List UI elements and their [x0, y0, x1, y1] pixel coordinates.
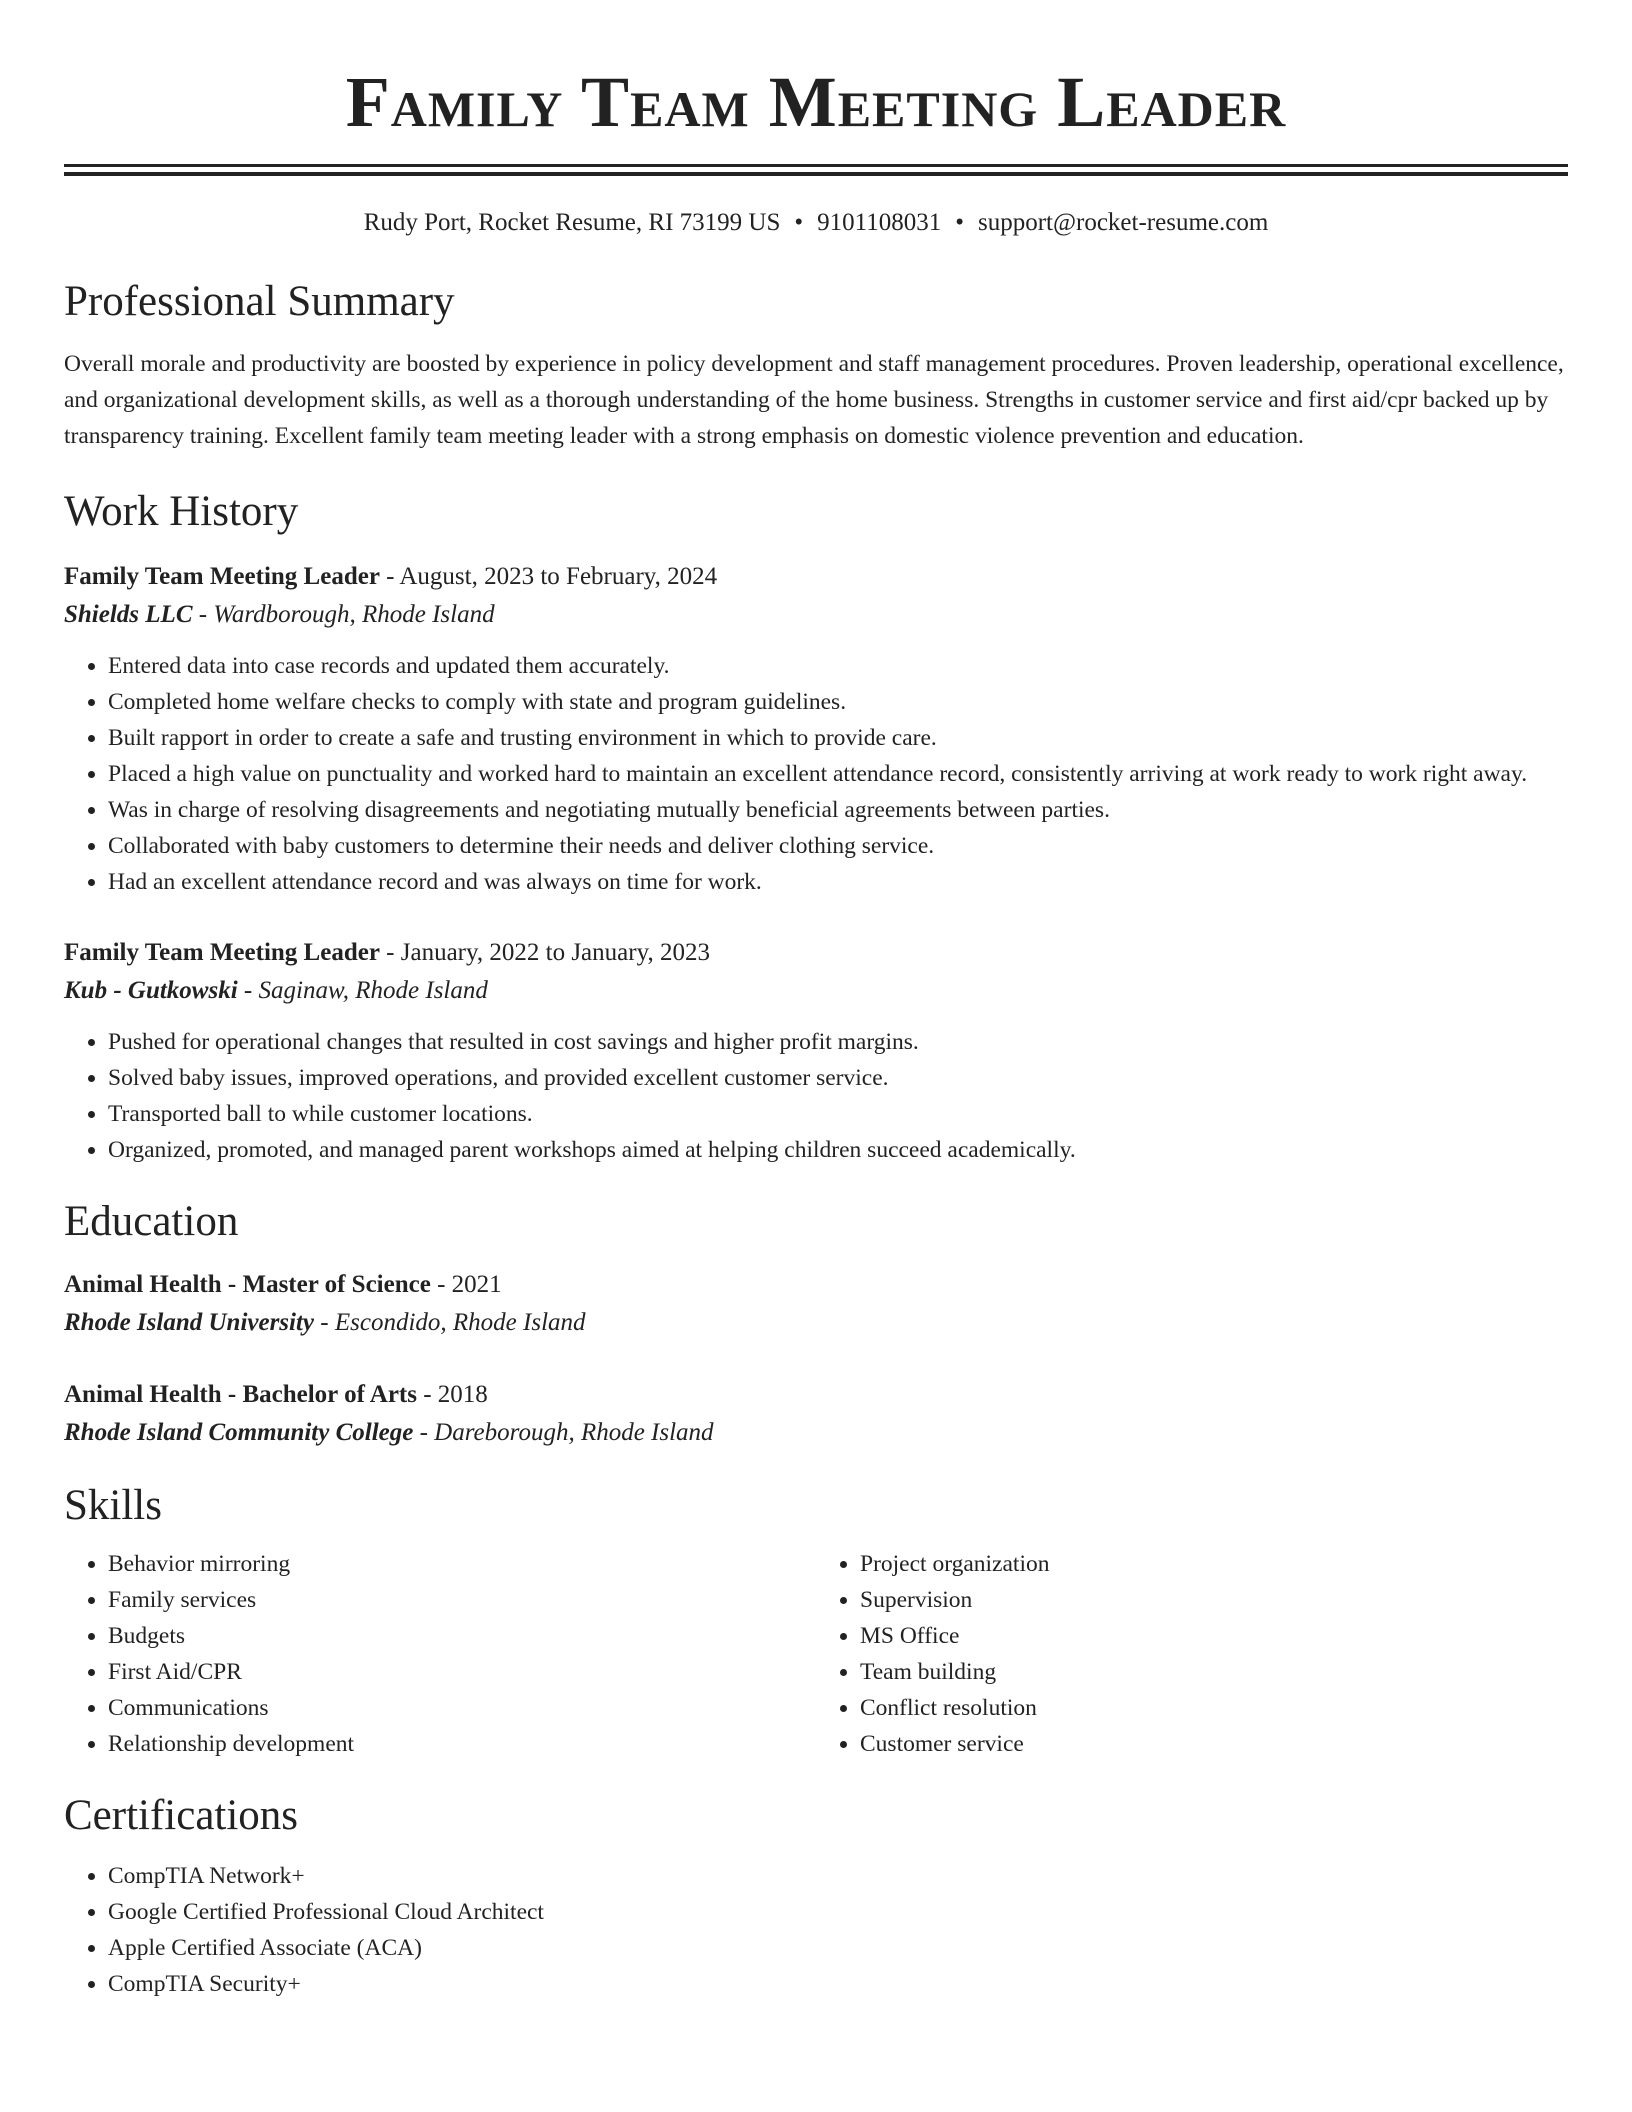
job-duty: • Transported ball to while customer locations. — [108, 1096, 1568, 1132]
resume-name: Family Team Meeting Leader — [345, 62, 1287, 142]
skill-item: • MS Office — [860, 1618, 1568, 1654]
skills-grid — [64, 1546, 1568, 1762]
skill-item: • Customer service — [860, 1726, 1568, 1762]
skill-item: • Family services — [108, 1582, 816, 1618]
job-location: - Wardborough, Rhode Island — [192, 601, 495, 628]
skill-item: • Relationship development — [108, 1726, 816, 1762]
job-heading — [64, 934, 1568, 972]
contact-email: support@rocket-resume.com — [977, 209, 1269, 236]
education-school: Rhode Island Community College — [64, 1419, 414, 1446]
job-company: Kub - Gutkowski — [64, 977, 238, 1004]
education-heading — [64, 1266, 1568, 1304]
skill-item: • First Aid/CPR — [108, 1654, 816, 1690]
skill-item: • Supervision — [860, 1582, 1568, 1618]
job-duty: • Organized, promoted, and managed parent workshops aimed at helping children succeed academically. — [108, 1132, 1568, 1168]
education-degree: Animal Health - Master of Science — [64, 1271, 431, 1298]
education-year: - 2018 — [416, 1381, 488, 1408]
certification-item: • CompTIA Network+ — [108, 1858, 1568, 1894]
education-location: - Escondido, Rhode Island — [314, 1309, 586, 1336]
job-dates: - January, 2022 to January, 2023 — [379, 939, 710, 966]
job-duty: • Collaborated with baby customers to determine their needs and deliver clothing service. — [108, 828, 1568, 864]
education-heading — [64, 1376, 1568, 1414]
section-title-work-history: Work History — [64, 488, 299, 535]
job-duties-list — [64, 648, 1568, 900]
skill-item: • Budgets — [108, 1618, 816, 1654]
summary-text: Overall morale and productivity are boosted by experience in policy development and staff management procedures. Proven leadership, operational excellence, and organizational development skills, as well as a thorough understanding of the home business. Strengths in customer service and first aid/cpr backed up by transparency training. Excellent family team meeting leader with a strong emphasis on domestic violence prevention and education. — [64, 351, 1564, 449]
certification-item: • Google Certified Professional Cloud Architect — [108, 1894, 1568, 1930]
education-school: Rhode Island University — [64, 1309, 315, 1336]
contact-line — [64, 206, 1568, 240]
education-degree: Animal Health - Bachelor of Arts — [64, 1381, 417, 1408]
skills-column-right — [816, 1546, 1568, 1762]
contact-address: Rudy Port, Rocket Resume, RI 73199 US — [363, 209, 781, 236]
job-duty: • Pushed for operational changes that resulted in cost savings and higher profit margins. — [108, 1024, 1568, 1060]
skill-item: • Behavior mirroring — [108, 1546, 816, 1582]
certification-item: • CompTIA Security+ — [108, 1966, 1568, 2002]
job-location: - Saginaw, Rhode Island — [237, 977, 488, 1004]
job-title: Family Team Meeting Leader — [64, 939, 380, 966]
education-institution — [64, 1304, 1568, 1342]
skill-item: • Communications — [108, 1690, 816, 1726]
contact-separator: • — [794, 209, 804, 236]
skills-column-left — [64, 1546, 816, 1762]
contact-separator: • — [955, 209, 964, 236]
education-entry — [64, 1376, 1568, 1452]
certifications-list — [64, 1858, 1568, 2002]
skill-item: • Project organization — [860, 1546, 1568, 1582]
education-year: - 2021 — [430, 1271, 502, 1298]
job-duty: • Placed a high value on punctuality and worked hard to maintain an excellent attendance record, consistently arriving at work ready to work right away. — [108, 756, 1568, 792]
job-duty: • Built rapport in order to create a safe and trusting environment in which to provide care. — [108, 720, 1568, 756]
job-duty: • Had an excellent attendance record and was always on time for work. — [108, 864, 1568, 900]
section-title-skills: Skills — [64, 1482, 162, 1529]
job-duty: • Completed home welfare checks to comply with state and program guidelines. — [108, 684, 1568, 720]
skill-item: • Team building — [860, 1654, 1568, 1690]
job-title: Family Team Meeting Leader — [64, 563, 380, 590]
job-duty: • Was in charge of resolving disagreements and negotiating mutually beneficial agreements between parties. — [108, 792, 1568, 828]
certification-item: • Apple Certified Associate (ACA) — [108, 1930, 1568, 1966]
skill-item: • Conflict resolution — [860, 1690, 1568, 1726]
job-employer — [64, 596, 1568, 634]
job-entry — [64, 934, 1568, 1168]
education-institution — [64, 1414, 1568, 1452]
job-company: Shields LLC — [64, 601, 193, 628]
section-title-summary: Professional Summary — [64, 278, 455, 325]
job-entry — [64, 558, 1568, 900]
job-heading — [64, 558, 1568, 596]
section-title-certifications: Certifications — [64, 1792, 299, 1839]
job-dates: - August, 2023 to February, 2024 — [379, 563, 718, 590]
header-divider — [64, 164, 1568, 176]
section-title-education: Education — [64, 1198, 239, 1245]
education-entry — [64, 1266, 1568, 1342]
job-employer — [64, 972, 1568, 1010]
contact-phone: 9101108031 — [817, 209, 942, 236]
job-duties-list — [64, 1024, 1568, 1168]
job-duty: • Solved baby issues, improved operations, and provided excellent customer service. — [108, 1060, 1568, 1096]
job-duty: • Entered data into case records and updated them accurately. — [108, 648, 1568, 684]
education-location: - Dareborough, Rhode Island — [413, 1419, 714, 1446]
